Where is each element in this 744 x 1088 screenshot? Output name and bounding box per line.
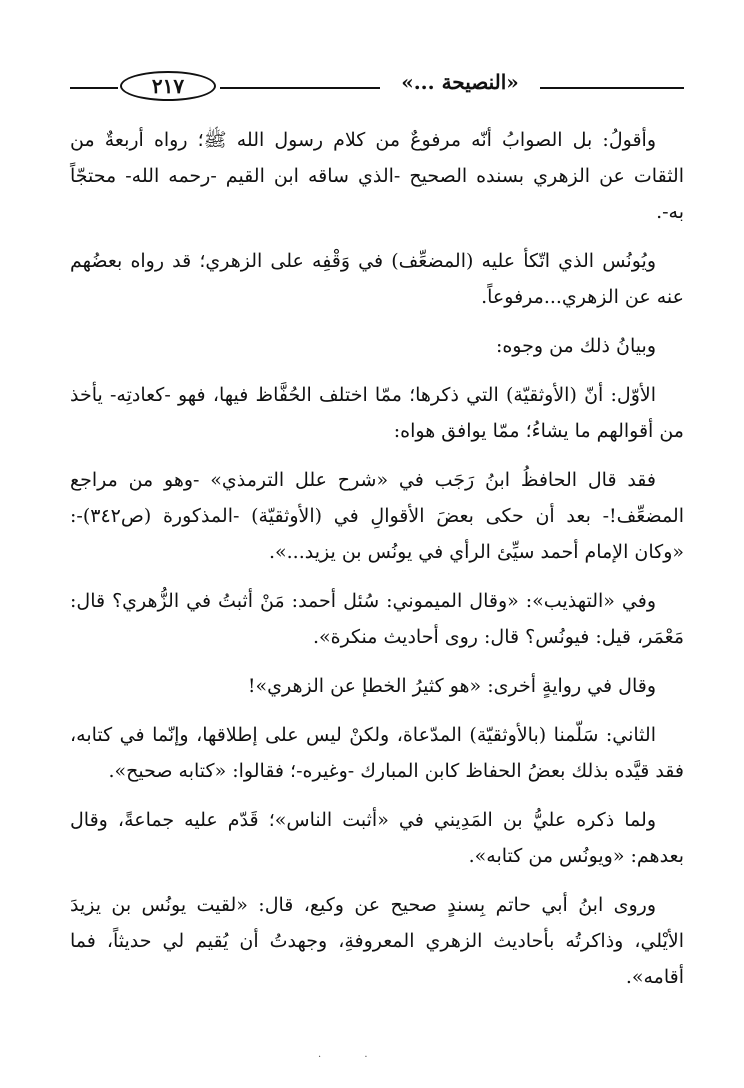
paragraph: وقال في روايةٍ أخرى: «هو كثيرُ الخطإ عن الزهري»! <box>247 675 656 697</box>
paragraph: وبيانُ ذلك من وجوه: <box>495 335 656 357</box>
paragraph: وروى ابنُ أبي حاتم بِسندٍ صحيح عن وكيع، قال: «لقيت يونُس بن يزيدَ الأيْلي، وذاكرتُه بأحاديث الزهري المعروفةِ، وجهدتُ أن يُقيم لي حديثاً، فما أقامه». <box>70 894 684 988</box>
paragraph: وفي «التهذيب»: «وقال الميموني: سُئل أحمد: مَنْ أثبتُ في الزُّهري؟ قال: مَعْمَر، قيل: فيونُس؟ قال: روى أحاديث منكرة». <box>70 590 684 648</box>
paragraph: ولما ذكره عليُّ بن المَدِيني في «أثبت الناس»؛ قَدّم عليه جماعةً، وقال بعدهم: «ويونُس من كتابه». <box>70 809 684 867</box>
paragraph: الثاني: سَلّمنا (بالأوثقيّة) المدّعاة، ولكنْ ليس على إطلاقها، وإنّما في كتابه، فقد قيَّده بذلك بعضُ الحفاظ كابن المبارك -وغيره-؛ فقالوا: «كتابه صحيح». <box>70 724 684 782</box>
page-header <box>70 66 684 106</box>
paragraph: الأوّل: أنّ (الأوثقيّة) التي ذكرها؛ ممّا اختلف الحُفَّاظ فيها، فهو -كعادتِه- يأخذ من أقوالهم ما يشاءُ؛ ممّا يوافق هواه: <box>70 384 684 442</box>
paragraph: ويُونُس الذي اتّكأ عليه (المضعِّف) في وَقْفِه على الزهري؛ قد رواه بعضُهم عنه عن الزهري...مرفوعاً. <box>70 250 684 308</box>
header-rule-left <box>70 87 118 89</box>
header-rule-right <box>540 87 684 89</box>
body-text <box>70 122 684 1008</box>
scan-marks: · · <box>318 1052 388 1063</box>
header-rule-middle <box>220 87 380 89</box>
paragraph: فقد قال الحافظُ ابنُ رَجَب في «شرح علل الترمذي» -وهو من مراجع المضعِّف!- بعد أن حكى بعضَ الأقوالِ في (الأوثقيّة) -المذكورة (ص٣٤٢)-: «وكان الإمام أحمد سيِّئ الرأي في يونُس بن يزيد...». <box>70 469 684 563</box>
running-title: «النصيحة ...» <box>401 70 519 94</box>
page-number: ٢١٧ <box>120 71 216 101</box>
paragraph: وأقولُ: بل الصوابُ أنّه مرفوعٌ من كلام رسول الله ﷺ؛ رواه أربعةٌ من الثقات عن الزهري بسنده الصحيح -الذي ساقه ابن القيم -رحمه الله- محتجّاً به-. <box>70 129 684 223</box>
